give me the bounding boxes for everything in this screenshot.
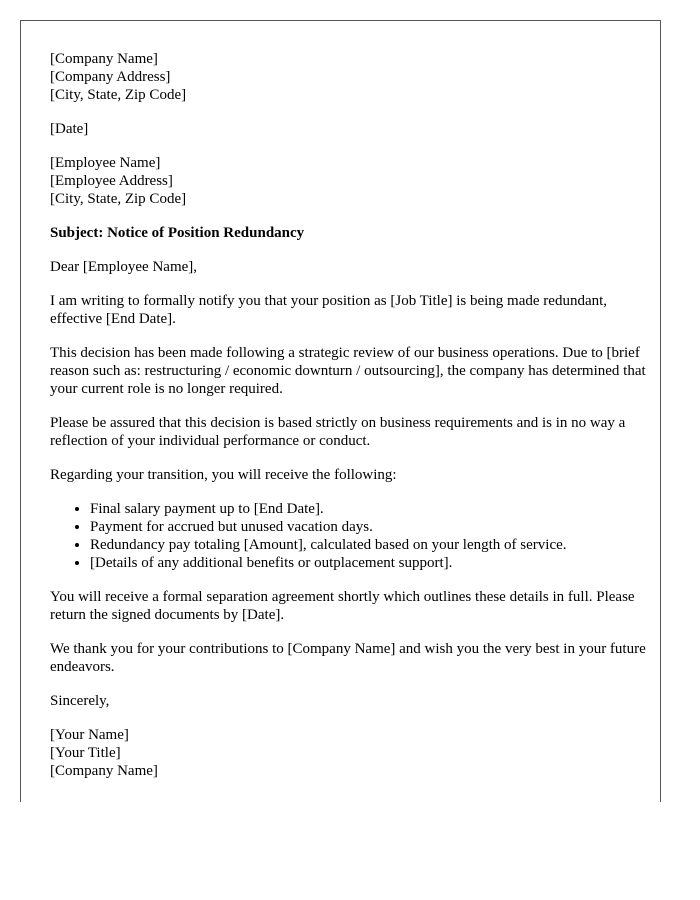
sender-company-name: [Company Name] <box>50 51 158 67</box>
paragraph-decision-reason: This decision has been made following a strategic review of our business operations. Due to [brief reason such as: restructuring / economic downturn / outsourcing], the company has determined that your current role is no longer required. <box>50 345 646 397</box>
letter-page <box>20 20 661 802</box>
benefit-item: • Payment for accrued but unused vacation days. <box>90 518 650 536</box>
benefit-item: • Final salary payment up to [End Date]. <box>90 500 650 518</box>
signature-your-title: [Your Title] <box>50 745 121 761</box>
signature-your-name: [Your Name] <box>50 727 129 743</box>
date-block <box>50 120 650 138</box>
recipient-employee-address: [Employee Address] <box>50 173 173 189</box>
recipient-city-state-zip: [City, State, Zip Code] <box>50 191 187 207</box>
benefit-item: • [Details of any additional benefits or outplacement support]. <box>90 554 650 572</box>
paragraph-separation-agreement: You will receive a formal separation agreement shortly which outlines these details in full. Please return the signed documents by [Date]. <box>50 589 635 623</box>
sender-address-block <box>50 50 650 104</box>
letter-subject: Subject: Notice of Position Redundancy <box>50 225 305 241</box>
recipient-employee-name: [Employee Name] <box>50 155 161 171</box>
paragraph-transition-intro: Regarding your transition, you will receive the following: <box>50 467 397 483</box>
paragraph-thanks: We thank you for your contributions to [Company Name] and wish you the very best in your future endeavors. <box>50 641 646 675</box>
sign-off: Sincerely, <box>50 693 110 709</box>
recipient-address-block <box>50 154 650 208</box>
signature-company-name: [Company Name] <box>50 763 158 779</box>
benefit-item: • Redundancy pay totaling [Amount], calculated based on your length of service. <box>90 536 650 554</box>
paragraph-assurance: Please be assured that this decision is based strictly on business requirements and is in no way a reflection of your individual performance or conduct. <box>50 415 626 449</box>
letter-date: [Date] <box>50 121 89 137</box>
paragraph-notification: I am writing to formally notify you that your position as [Job Title] is being made redundant, effective [End Date]. <box>50 293 608 327</box>
benefits-list <box>50 500 650 572</box>
salutation: Dear [Employee Name], <box>50 259 198 275</box>
sender-company-address: [Company Address] <box>50 69 171 85</box>
signature-block <box>50 726 650 780</box>
letter-content <box>50 50 650 796</box>
sender-city-state-zip: [City, State, Zip Code] <box>50 87 187 103</box>
